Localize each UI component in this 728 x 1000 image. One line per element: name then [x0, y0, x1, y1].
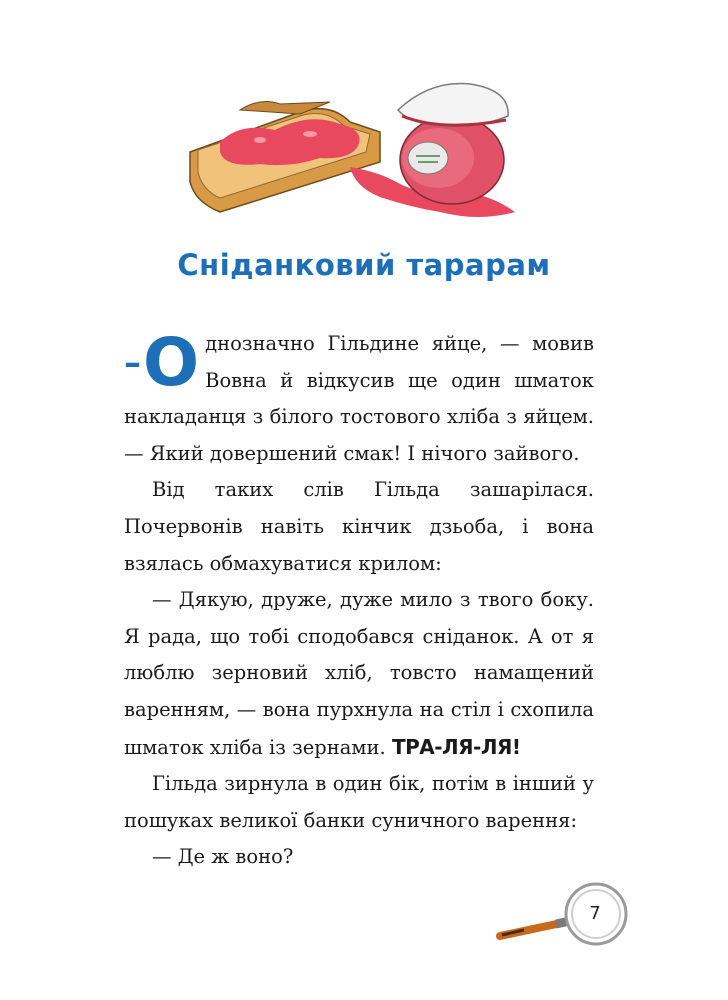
paragraph-3-text: — Дякую, друже, дуже мило з твого боку. Я рада, що тобі сподобався сніданок. А от я люблю зерновий хліб, товсто намащений варенням, — вона пурхнула на стіл і схопила шматок хліба із зернами. [124, 588, 594, 759]
body-text [124, 326, 594, 876]
drop-cap-dash: – [124, 343, 141, 383]
paragraph-1-text: днозначно Гільдине яйце, — мовив Вовна й відкусив ще один шматок накладанця з білого тостового хліба з яйцем. — Який довершений смак! І нічого зайвого. [124, 332, 594, 465]
sound-effect-text: ТРА-ЛЯ-ЛЯ! [391, 734, 521, 759]
page-number: 7 [589, 903, 601, 924]
paragraph-3 [124, 582, 594, 766]
drop-cap-letter: О [143, 324, 200, 401]
toast-and-jam-illustration [180, 72, 540, 232]
paragraph-2: Від таких слів Гільда зашарілася. Почервонів навіть кінчик дзьоба, і вона взялась обмахуватися крилом: [124, 478, 594, 575]
paragraph-5: — Де ж воно? [152, 845, 294, 869]
drop-cap [124, 324, 200, 401]
paragraph-4: Гільда зирнула в один бік, потім в інший у пошуках великої банки суничного варення: [124, 772, 594, 832]
chapter-title: Сніданковий тарарам [177, 248, 551, 282]
paragraph-1 [124, 326, 594, 472]
